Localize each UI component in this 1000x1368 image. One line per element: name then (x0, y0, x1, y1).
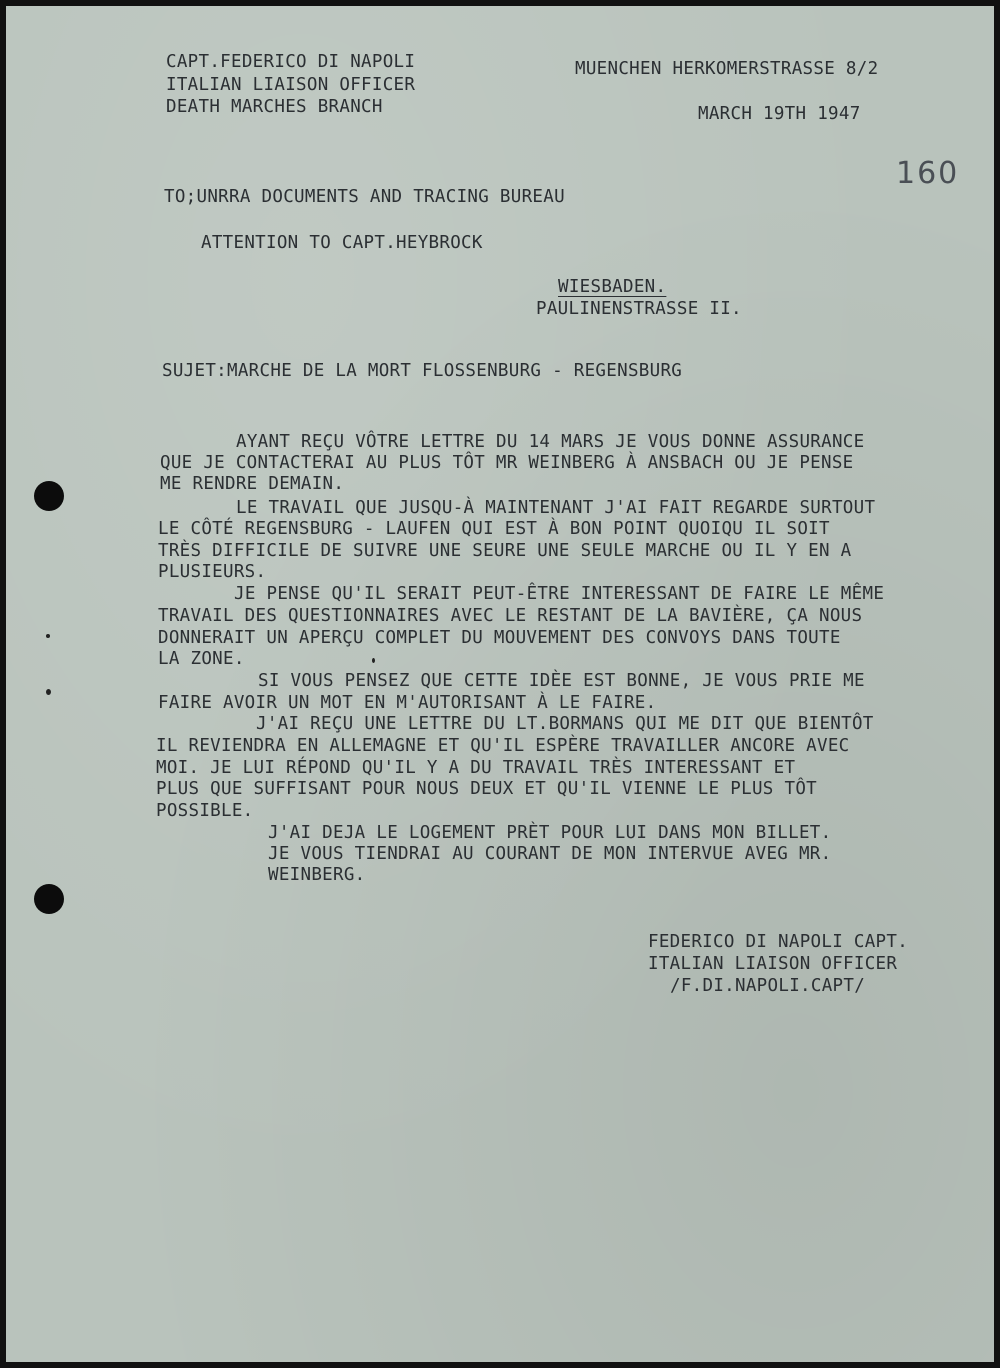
ink-speck (372, 658, 375, 663)
signature-line-1: FEDERICO DI NAPOLI CAPT. (648, 932, 909, 952)
letter-date: MARCH 19TH 1947 (698, 104, 861, 124)
body-line: JE PENSE QU'IL SERAIT PEUT-ÊTRE INTERESSANT DE FAIRE LE MÊME (234, 584, 885, 604)
body-line: SI VOUS PENSEZ QUE CETTE IDÈE EST BONNE, JE VOUS PRIE ME (258, 671, 865, 691)
body-line: JE VOUS TIENDRAI AU COURANT DE MON INTERVUE AVEG MR. (268, 844, 832, 864)
body-line: LE CÔTÉ REGENSBURG - LAUFEN QUI EST À BON POINT QUOIQU IL SOIT (158, 519, 830, 539)
signature-line-3: /F.DI.NAPOLI.CAPT/ (670, 976, 866, 996)
body-line: TRÈS DIFFICILE DE SUIVRE UNE SEURE UNE SEULE MARCHE OU IL Y EN A (158, 541, 852, 561)
sender-line-2: ITALIAN LIAISON OFFICER (166, 75, 416, 95)
recipient-city: WIESBADEN. (558, 277, 667, 297)
recipient-to: TO;UNRRA DOCUMENTS AND TRACING BUREAU (164, 187, 565, 207)
sender-address: MUENCHEN HERKOMERSTRASSE 8/2 (575, 59, 879, 79)
ink-speck (46, 689, 51, 695)
letter-page (6, 6, 994, 1362)
body-line: MOI. JE LUI RÉPOND QU'IL Y A DU TRAVAIL TRÈS INTERESSANT ET (156, 758, 796, 778)
recipient-street: PAULINENSTRASSE II. (536, 299, 742, 319)
sender-line-1: CAPT.FEDERICO DI NAPOLI (166, 52, 416, 72)
recipient-attention: ATTENTION TO CAPT.HEYBROCK (201, 233, 483, 253)
body-line: LE TRAVAIL QUE JUSQU-À MAINTENANT J'AI FAIT REGARDE SURTOUT (236, 498, 876, 518)
body-line: J'AI REÇU UNE LETTRE DU LT.BORMANS QUI ME DIT QUE BIENTÔT (256, 714, 874, 734)
body-line: AYANT REÇU VÔTRE LETTRE DU 14 MARS JE VOUS DONNE ASSURANCE (236, 432, 865, 452)
punch-hole-bottom (34, 884, 64, 914)
body-line: J'AI DEJA LE LOGEMENT PRÈT POUR LUI DANS MON BILLET. (268, 823, 832, 843)
body-line: QUE JE CONTACTERAI AU PLUS TÔT MR WEINBERG À ANSBACH OU JE PENSE (160, 453, 854, 473)
sender-line-3: DEATH MARCHES BRANCH (166, 97, 383, 117)
body-line: TRAVAIL DES QUESTIONNAIRES AVEC LE RESTANT DE LA BAVIÈRE, ÇA NOUS (158, 606, 863, 626)
page-number: 160 (896, 156, 960, 191)
body-line: FAIRE AVOIR UN MOT EN M'AUTORISANT À LE FAIRE. (158, 693, 657, 713)
signature-line-2: ITALIAN LIAISON OFFICER (648, 954, 898, 974)
body-line: PLUSIEURS. (158, 562, 267, 582)
body-line: LA ZONE. (158, 649, 245, 669)
subject-line: SUJET:MARCHE DE LA MORT FLOSSENBURG - REGENSBURG (162, 361, 683, 381)
body-line: IL REVIENDRA EN ALLEMAGNE ET QU'IL ESPÈRE TRAVAILLER ANCORE AVEC (156, 736, 850, 756)
punch-hole-top (34, 481, 64, 511)
body-line: PLUS QUE SUFFISANT POUR NOUS DEUX ET QU'IL VIENNE LE PLUS TÔT (156, 779, 817, 799)
body-line: DONNERAIT UN APERÇU COMPLET DU MOUVEMENT DES CONVOYS DANS TOUTE (158, 628, 841, 648)
body-line: ME RENDRE DEMAIN. (160, 474, 345, 494)
ink-speck (46, 634, 50, 638)
body-line: WEINBERG. (268, 865, 366, 885)
body-line: POSSIBLE. (156, 801, 254, 821)
